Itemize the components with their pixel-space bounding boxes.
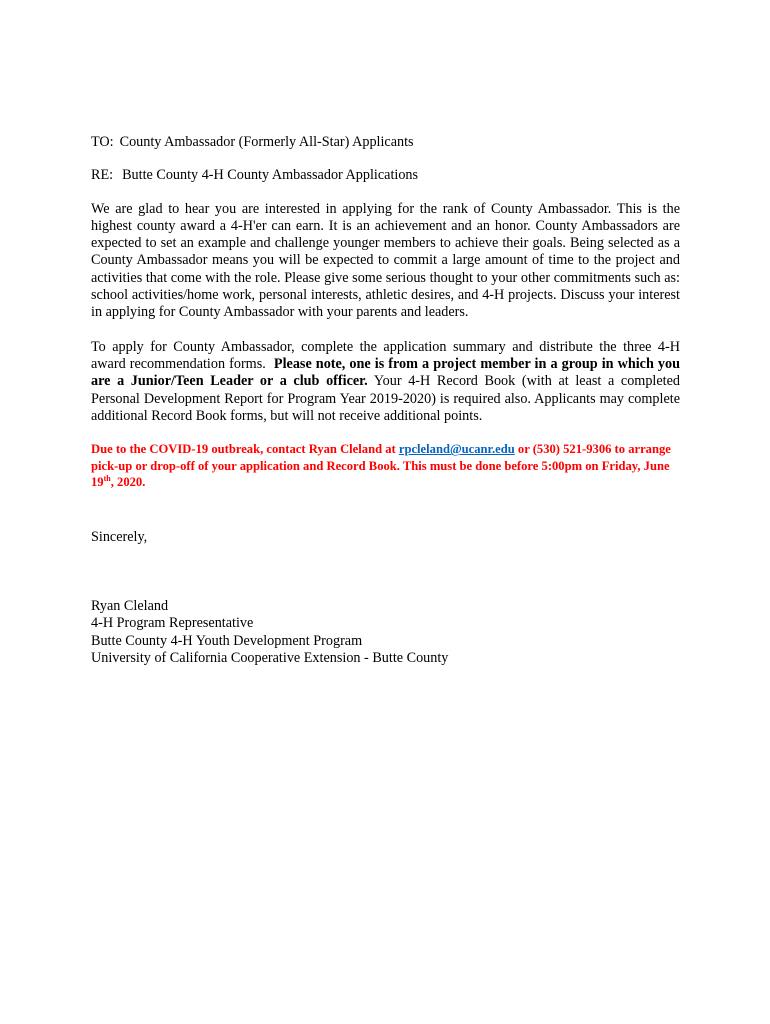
signer-name: Ryan Cleland	[91, 597, 169, 614]
signer-organization: University of California Cooperative Extension - Butte County	[91, 649, 449, 666]
email-link[interactable]: rpcleland@ucanr.edu	[398, 442, 515, 457]
covid-text-1: Due to the COVID-19 outbreak, contact Ryan Cleland at	[91, 442, 396, 457]
instructions-text-1: To apply for County Ambassador, complete the application summary and distribute the three 4-H award recommendation forms.	[91, 338, 680, 372]
signature-block	[91, 598, 680, 667]
signer-title: 4-H Program Representative	[91, 615, 254, 632]
to-recipient: County Ambassador (Formerly All-Star) Applicants	[119, 134, 414, 150]
covid-text-2: or (530) 521-9306 to arrange pick-up or drop-off of your application and Record Book. This must be done before 5:00pm on Friday, June 19	[91, 442, 671, 490]
letter-page	[91, 134, 680, 667]
to-line	[91, 134, 680, 151]
instructions-bold-note: Please note, one is from a project member in a group in which you are a Junior/Teen Leader or a club officer.	[91, 355, 680, 390]
re-label: RE:	[91, 167, 114, 184]
to-label: TO:	[91, 134, 114, 150]
instructions-text-2: Your 4-H Record Book (with at least a completed Personal Development Report for Program Year 2019-2020) is required also. Applicants may complete additional Record Book forms, but will not receive additional points.	[91, 373, 680, 424]
re-line	[91, 167, 680, 184]
date-superscript: th	[103, 473, 111, 483]
re-subject: Butte County 4-H County Ambassador Applications	[122, 167, 419, 184]
closing-salutation: Sincerely,	[91, 528, 148, 545]
signer-program: Butte County 4-H Youth Development Program	[91, 632, 363, 649]
intro-paragraph: We are glad to hear you are interested in applying for the rank of County Ambassador. This is the highest county award a 4-H'er can earn. It is an achievement and an honor. County Ambassadors are expected to set an example and challenge younger members to achieve their goals. Being selected as a County Ambassador means you will be expected to commit a large amount of time to the project and activities that come with the role. Please give some serious thought to your other commitments such as: school activities/home work, personal interests, athletic desires, and 4-H projects. Discuss your interest in applying for County Ambassador with your parents and leaders.	[91, 200, 680, 321]
covid-notice	[91, 441, 680, 491]
instructions-paragraph	[91, 339, 680, 425]
covid-text-3: , 2020.	[110, 475, 146, 490]
